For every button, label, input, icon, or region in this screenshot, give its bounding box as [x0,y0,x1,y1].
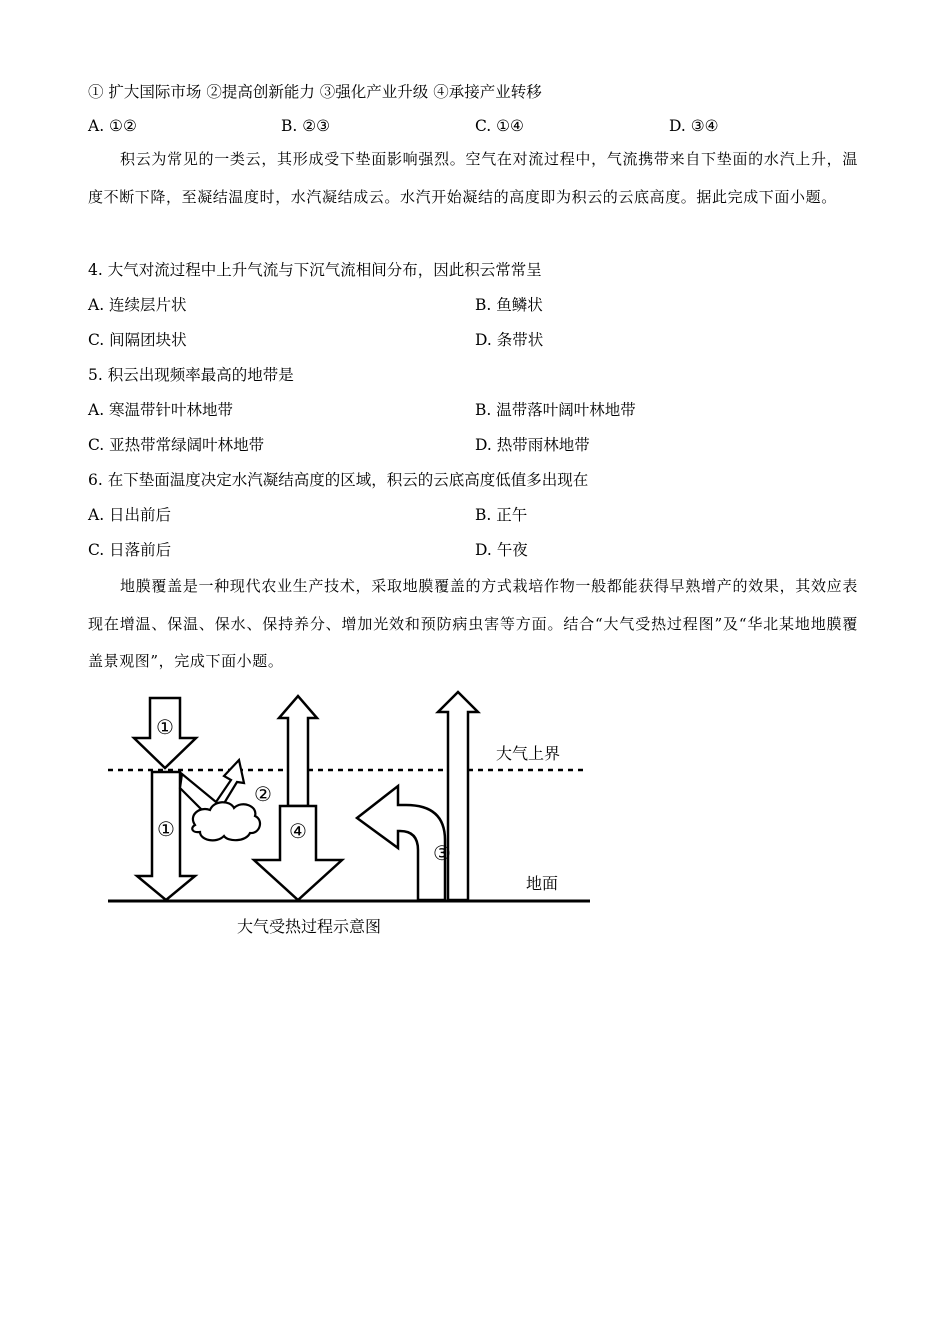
passage-cumulus: 积云为常见的一类云，其形成受下垫面影响强烈。空气在对流过程中，气流携带来自下垫面的水汽上升，温度不断下降，至凝结温度时，水汽凝结成云。水汽开始凝结的高度即为积云的云底高度。据此完成下面小题。 [88,150,858,206]
q3-choice-a: A. ①② [88,117,137,135]
ground-radiation-return-arrow [357,786,445,900]
mark-4: ④ [289,819,307,843]
mark-2: ② [254,782,272,806]
mark-3: ③ [433,841,451,865]
q5-choice-c: C. 亚热带常绿阔叶林地带 [88,436,265,454]
q6-choice-c: C. 日落前后 [88,541,172,559]
mark-1-upper: ① [156,715,174,739]
q6-stem: 6. 在下垫面温度决定水汽凝结高度的区域，积云的云底高度低值多出现在 [88,471,589,489]
q4-choice-b: B. 鱼鳞状 [475,296,543,314]
q6-choice-a: A. 日出前后 [88,506,172,524]
q5-choice-d: D. 热带雨林地带 [475,436,590,454]
q3-choice-c: C. ①④ [475,117,524,135]
q4-choice-d: D. 条带状 [475,331,544,349]
q6-choice-b: B. 正午 [475,506,528,524]
q5-choice-b: B. 温带落叶阔叶林地带 [475,401,636,419]
passage-plastic-mulch: 地膜覆盖是一种现代农业生产技术，采取地膜覆盖的方式栽培作物一般都能获得早熟增产的效果，其效应表现在增温、保温、保水、保持养分、增加光效和预防病虫害等方面。结合“大气受热过程图”及“华北某地地膜覆盖景观图”，完成下面小题。 [88,577,858,670]
q3-options-line: ① 扩大国际市场 ②提高创新能力 ③强化产业升级 ④承接产业转移 [88,83,542,101]
q4-choice-a: A. 连续层片状 [88,296,187,314]
q3-choice-b: B. ②③ [281,117,331,135]
atmosphere-heating-diagram [100,688,600,943]
q5-choice-a: A. 寒温带针叶林地带 [88,401,234,419]
label-ground: 地面 [526,874,559,893]
q6-choice-d: D. 午夜 [475,541,528,559]
diagram-caption: 大气受热过程示意图 [237,917,382,936]
q4-choice-c: C. 间隔团块状 [88,331,187,349]
mark-1-lower: ① [157,817,175,841]
label-atmosphere-top: 大气上界 [496,744,561,763]
atmospheric-upward-arrow [279,696,317,806]
q4-stem: 4. 大气对流过程中上升气流与下沉气流相间分布，因此积云常常呈 [88,261,542,279]
q5-stem: 5. 积云出现频率最高的地带是 [88,366,294,384]
q3-choice-d: D. ③④ [669,117,719,135]
cloud-icon [192,802,260,840]
